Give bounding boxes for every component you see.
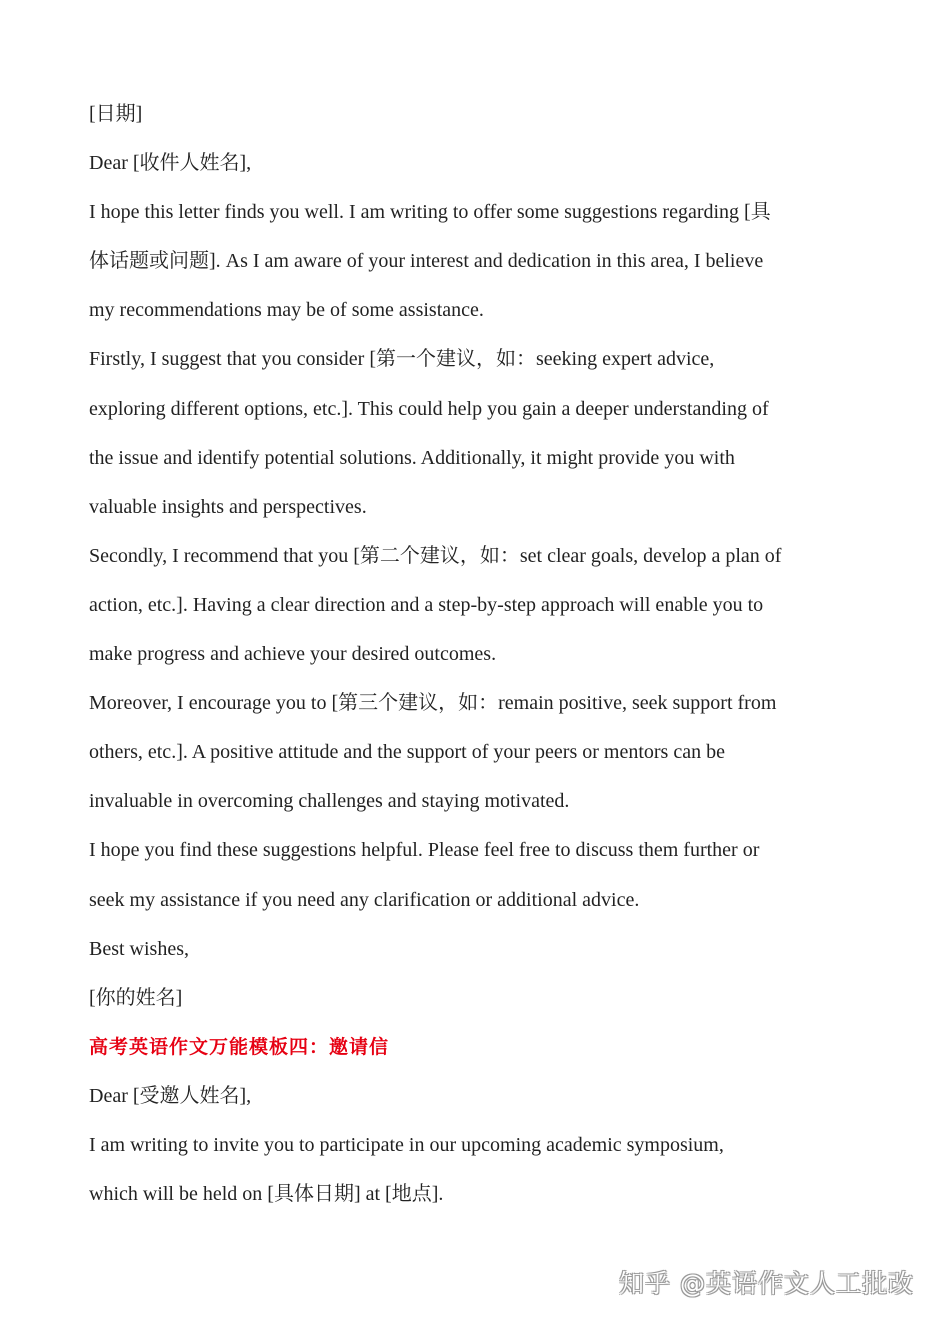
letter-line: others, etc.]. A positive attitude and the support of your peers or mentors can be bbox=[89, 741, 725, 764]
document-page bbox=[89, 90, 869, 1219]
invitation-greeting: Dear [受邀人姓名], bbox=[89, 1084, 252, 1107]
letter-date: [日期] bbox=[89, 103, 143, 125]
letter-line: invaluable in overcoming challenges and staying motivated. bbox=[89, 790, 570, 813]
letter-line: I hope you find these suggestions helpful. Please feel free to discuss them further or bbox=[89, 839, 760, 862]
invitation-line: which will be held on [具体日期] at [地点]. bbox=[89, 1183, 444, 1206]
letter-line: seek my assistance if you need any clarification or additional advice. bbox=[89, 888, 640, 911]
letter-closing: Best wishes, bbox=[89, 937, 189, 960]
watermark: 知乎 @英语作文人工批改 bbox=[619, 1269, 914, 1298]
section-heading: 高考英语作文万能模板四：邀请信 bbox=[89, 1035, 390, 1058]
letter-line: Firstly, I suggest that you consider [第一个建议，如：seeking expert advice, bbox=[89, 348, 715, 371]
letter-line: I hope this letter finds you well. I am writing to offer some suggestions regarding [具 bbox=[89, 201, 771, 224]
invitation-line: I am writing to invite you to participate in our upcoming academic symposium, bbox=[89, 1133, 724, 1156]
letter-line: the issue and identify potential solutions. Additionally, it might provide you with bbox=[89, 446, 735, 469]
letter-line: 体话题或问题]. As I am aware of your interest and dedication in this area, I believe bbox=[89, 250, 764, 273]
letter-line: Moreover, I encourage you to [第三个建议，如：remain positive, seek support from bbox=[89, 692, 777, 715]
letter-line: valuable insights and perspectives. bbox=[89, 495, 367, 518]
letter-line: action, etc.]. Having a clear direction and a step-by-step approach will enable you to bbox=[89, 593, 764, 616]
letter-greeting: Dear [收件人姓名], bbox=[89, 152, 252, 175]
letter-line: my recommendations may be of some assistance. bbox=[89, 299, 484, 322]
letter-line: exploring different options, etc.]. This could help you gain a deeper understanding of bbox=[89, 397, 769, 420]
letter-line: make progress and achieve your desired outcomes. bbox=[89, 643, 497, 666]
letter-signature: [你的姓名] bbox=[89, 986, 183, 1009]
letter-line: Secondly, I recommend that you [第二个建议，如：set clear goals, develop a plan of bbox=[89, 544, 782, 567]
